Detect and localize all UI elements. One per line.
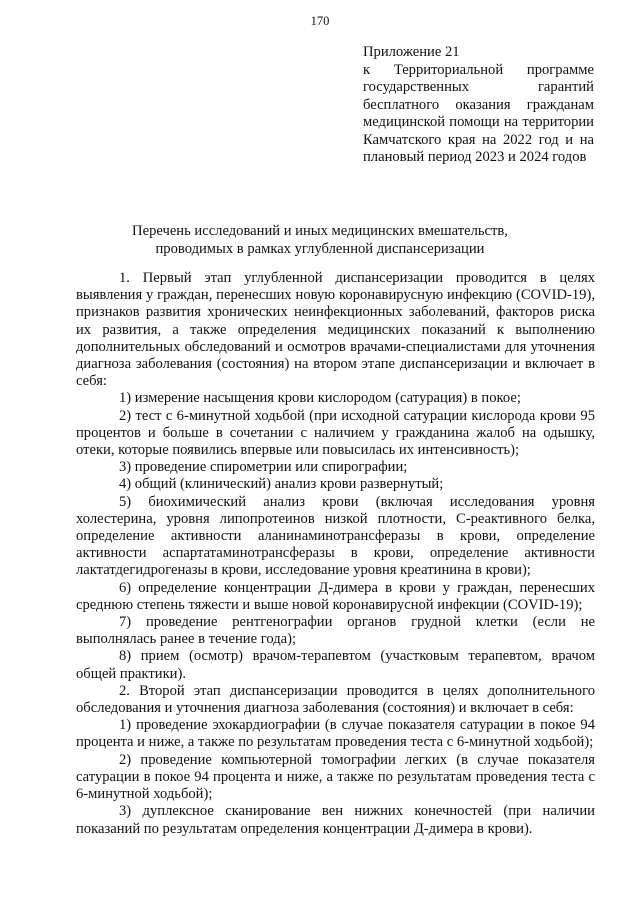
list-item: 3) проведение спирометрии или спирографии; (119, 459, 408, 476)
list-item: 6) определение концентрации Д-димера в крови у граждан, перенесших среднюю степень тяжести и выше новой коронавирусной инфекции (COVID-19); (76, 579, 595, 613)
list-item: 2) проведение компьютерной томографии легких (в случае показателя сатурации в покое 94 процента и ниже, а также по результатам проведения теста с 6-минутной ходьбой); (76, 751, 595, 803)
list-item: 4) общий (клинический) анализ крови развернутый; (119, 476, 444, 493)
appendix-header (363, 44, 594, 167)
title-line-2: проводимых в рамках углубленной диспансеризации (155, 240, 485, 257)
document-body (76, 270, 595, 838)
list-item: 2) тест с 6-минутной ходьбой (при исходной сатурации кислорода крови 95 процентов и больше в сочетании с наличием у гражданина жалоб на одышку, отеки, которые появились впервые или повысилась их интенсивность); (76, 407, 595, 459)
title-line-1: Перечень исследований и иных медицинских вмешательств, (132, 223, 508, 239)
list-item: 3) дуплексное сканирование вен нижних конечностей (при наличии показаний по результатам определения концентрации Д-димера в крови). (76, 803, 595, 837)
list-item: 1) измерение насыщения крови кислородом (сатурация) в покое; (119, 390, 521, 407)
appendix-reference: к Территориальной программе государственных гарантий бесплатного оказания гражданам медицинской помощи на территории Камчатского края на 2022 год и на плановый период 2023 и 2024 годов (363, 61, 594, 165)
list-item: 8) прием (осмотр) врачом-терапевтом (участковым терапевтом, врачом общей практики). (76, 648, 595, 682)
page-number: 170 (310, 14, 330, 28)
document-title (0, 223, 640, 258)
paragraph-stage-2: 2. Второй этап диспансеризации проводится в целях дополнительного обследования и уточнения диагноза заболевания (состояния) и включает в себя: (76, 682, 595, 717)
paragraph-stage-1: 1. Первый этап углубленной диспансеризации проводится в целях выявления у граждан, перенесших новую коронавирусную инфекцию (COVID-19), признаков развития хронических неинфекционных заболеваний, факторов риска их развития, а также определения медицинских показаний к выполнению дополнительных обследований и осмотров врачами-специалистами для уточнения диагноза заболевания (состояния) на втором этапе диспансеризации и включает в себя: (76, 270, 595, 390)
appendix-label: Приложение 21 (363, 44, 460, 60)
list-item: 5) биохимический анализ крови (включая исследования уровня холестерина, уровня липопротеинов низкой плотности, С-реактивного белка, определение активности аланинаминотрансферазы в крови, определение активности аспартатаминотрансферазы в крови, определение активности лактатдегидрогеназы в крови, исследование уровня креатинина в крови); (76, 493, 595, 579)
list-item: 7) проведение рентгенографии органов грудной клетки (если не выполнялась ранее в течение года); (76, 614, 595, 648)
list-item: 1) проведение эхокардиографии (в случае показателя сатурации в покое 94 процента и ниже, а также по результатам проведения теста с 6-минутной ходьбой); (76, 717, 595, 751)
